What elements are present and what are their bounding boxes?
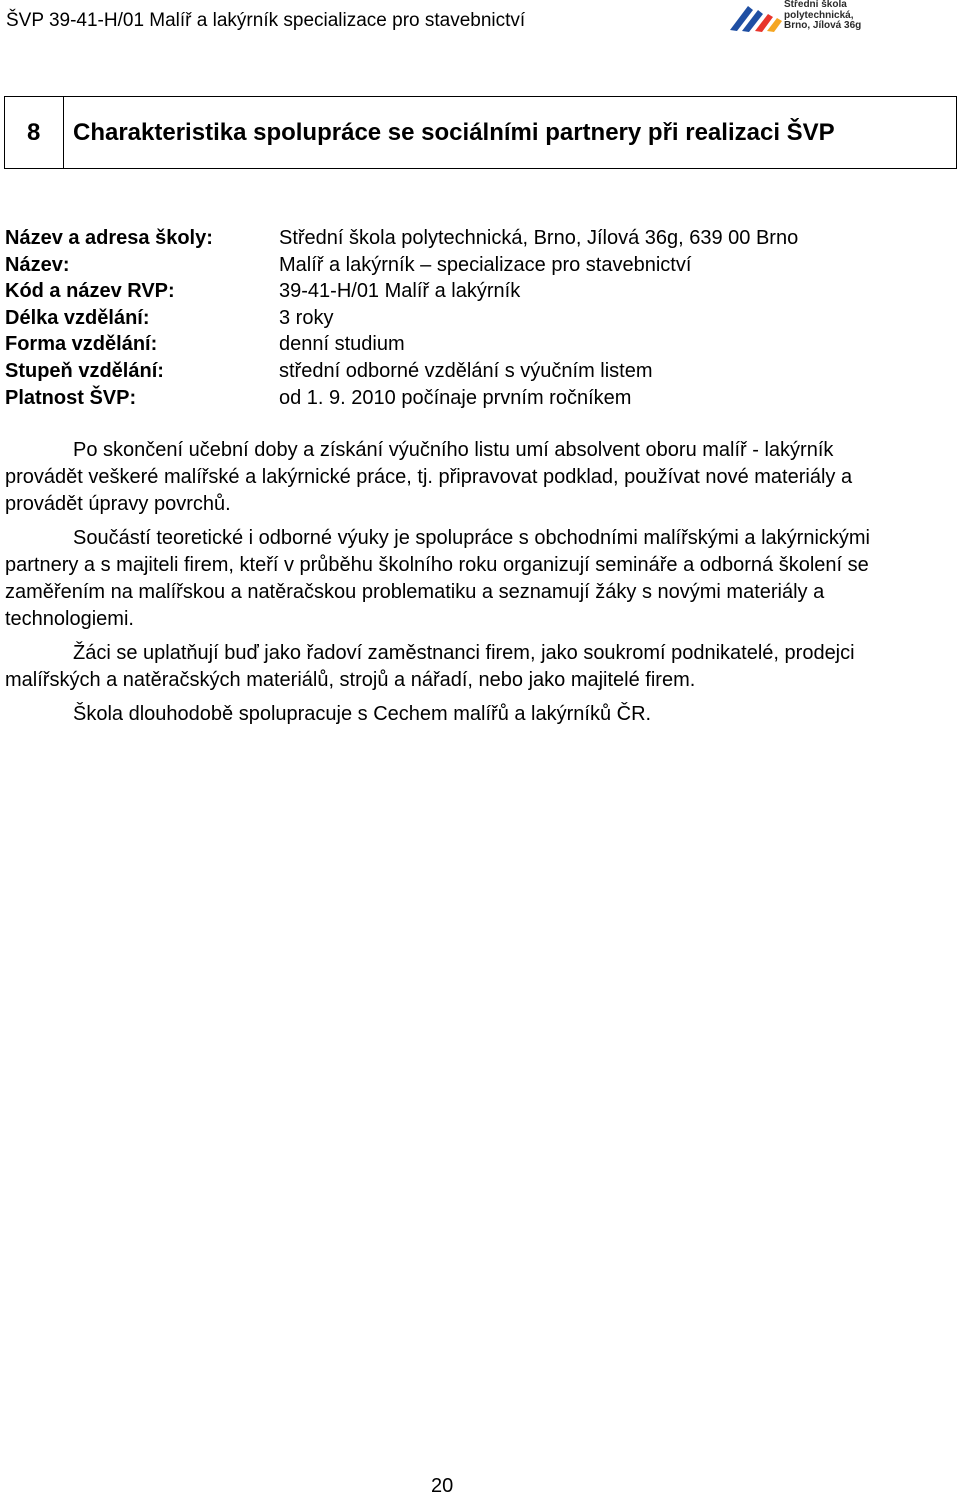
info-value: 3 roky (279, 306, 334, 329)
info-row-validity (5, 385, 798, 412)
paragraph-guild: Škola dlouhodobě spolupracuje s Cechem malířů a lakýrníků ČR. (73, 703, 652, 725)
info-value: od 1. 9. 2010 počínaje prvním ročníkem (279, 386, 632, 409)
info-label: Název: (5, 253, 70, 276)
chapter-heading-box (4, 96, 957, 169)
info-label: Stupeň vzdělání: (5, 359, 164, 382)
info-value: 39-41-H/01 Malíř a lakýrník (279, 280, 521, 303)
info-row-rvp (5, 278, 798, 305)
info-value: Střední škola polytechnická, Brno, Jílová 36g, 639 00 Brno (279, 227, 799, 249)
info-value: denní studium (279, 333, 405, 356)
body-text (5, 437, 905, 735)
running-header: ŠVP 39-41-H/01 Malíř a lakýrník specializace pro stavebnictví (6, 10, 526, 31)
page-number: 20 (431, 1475, 454, 1497)
info-label: Kód a název RVP: (5, 280, 175, 303)
info-row-form (5, 331, 798, 358)
paragraph-cooperation: Součástí teoretické i odborné výuky je spolupráce s obchodními malířskými a lakýrnickými partnery a s majiteli firem, kteří v průběhu školního roku organizují semináře a odborná školení se zaměřením na malířskou a natěračskou problematiku a seznamují žáky s novými materiály a technologiemi. (5, 527, 870, 630)
info-row-school (5, 225, 798, 252)
chapter-title: Charakteristika spolupráce se sociálními partnery při realizaci ŠVP (73, 119, 835, 146)
info-label: Platnost ŠVP: (5, 386, 137, 409)
paragraph-graduate: Po skončení učební doby a získání výučního listu umí absolvent oboru malíř - lakýrník provádět veškeré malířské a lakýrnické práce, tj. připravovat podklad, používat nové materiály a provádět úpravy povrchů. (5, 439, 853, 515)
info-row-length (5, 305, 798, 332)
school-logo (728, 0, 888, 34)
logo-text: Střední škola polytechnická, Brno, Jílová 36g (784, 0, 862, 31)
school-info-block (5, 225, 798, 411)
info-value: Malíř a lakýrník – specializace pro stavebnictví (279, 253, 692, 276)
info-row-name (5, 252, 798, 279)
chapter-number: 8 (27, 119, 41, 146)
info-label: Délka vzdělání: (5, 306, 150, 329)
info-row-level (5, 358, 798, 385)
info-label: Forma vzdělání: (5, 333, 158, 356)
paragraph-employment: Žáci se uplatňují buď jako řadoví zaměstnanci firem, jako soukromí podnikatelé, prodejci malířských a natěračských materiálů, strojů a nářadí, nebo jako majitelé firem. (5, 642, 855, 691)
chapter-divider (63, 97, 64, 168)
info-label: Název a adresa školy: (5, 227, 213, 249)
logo-stripes-icon (728, 0, 784, 34)
info-value: střední odborné vzdělání s výučním listem (279, 359, 653, 382)
